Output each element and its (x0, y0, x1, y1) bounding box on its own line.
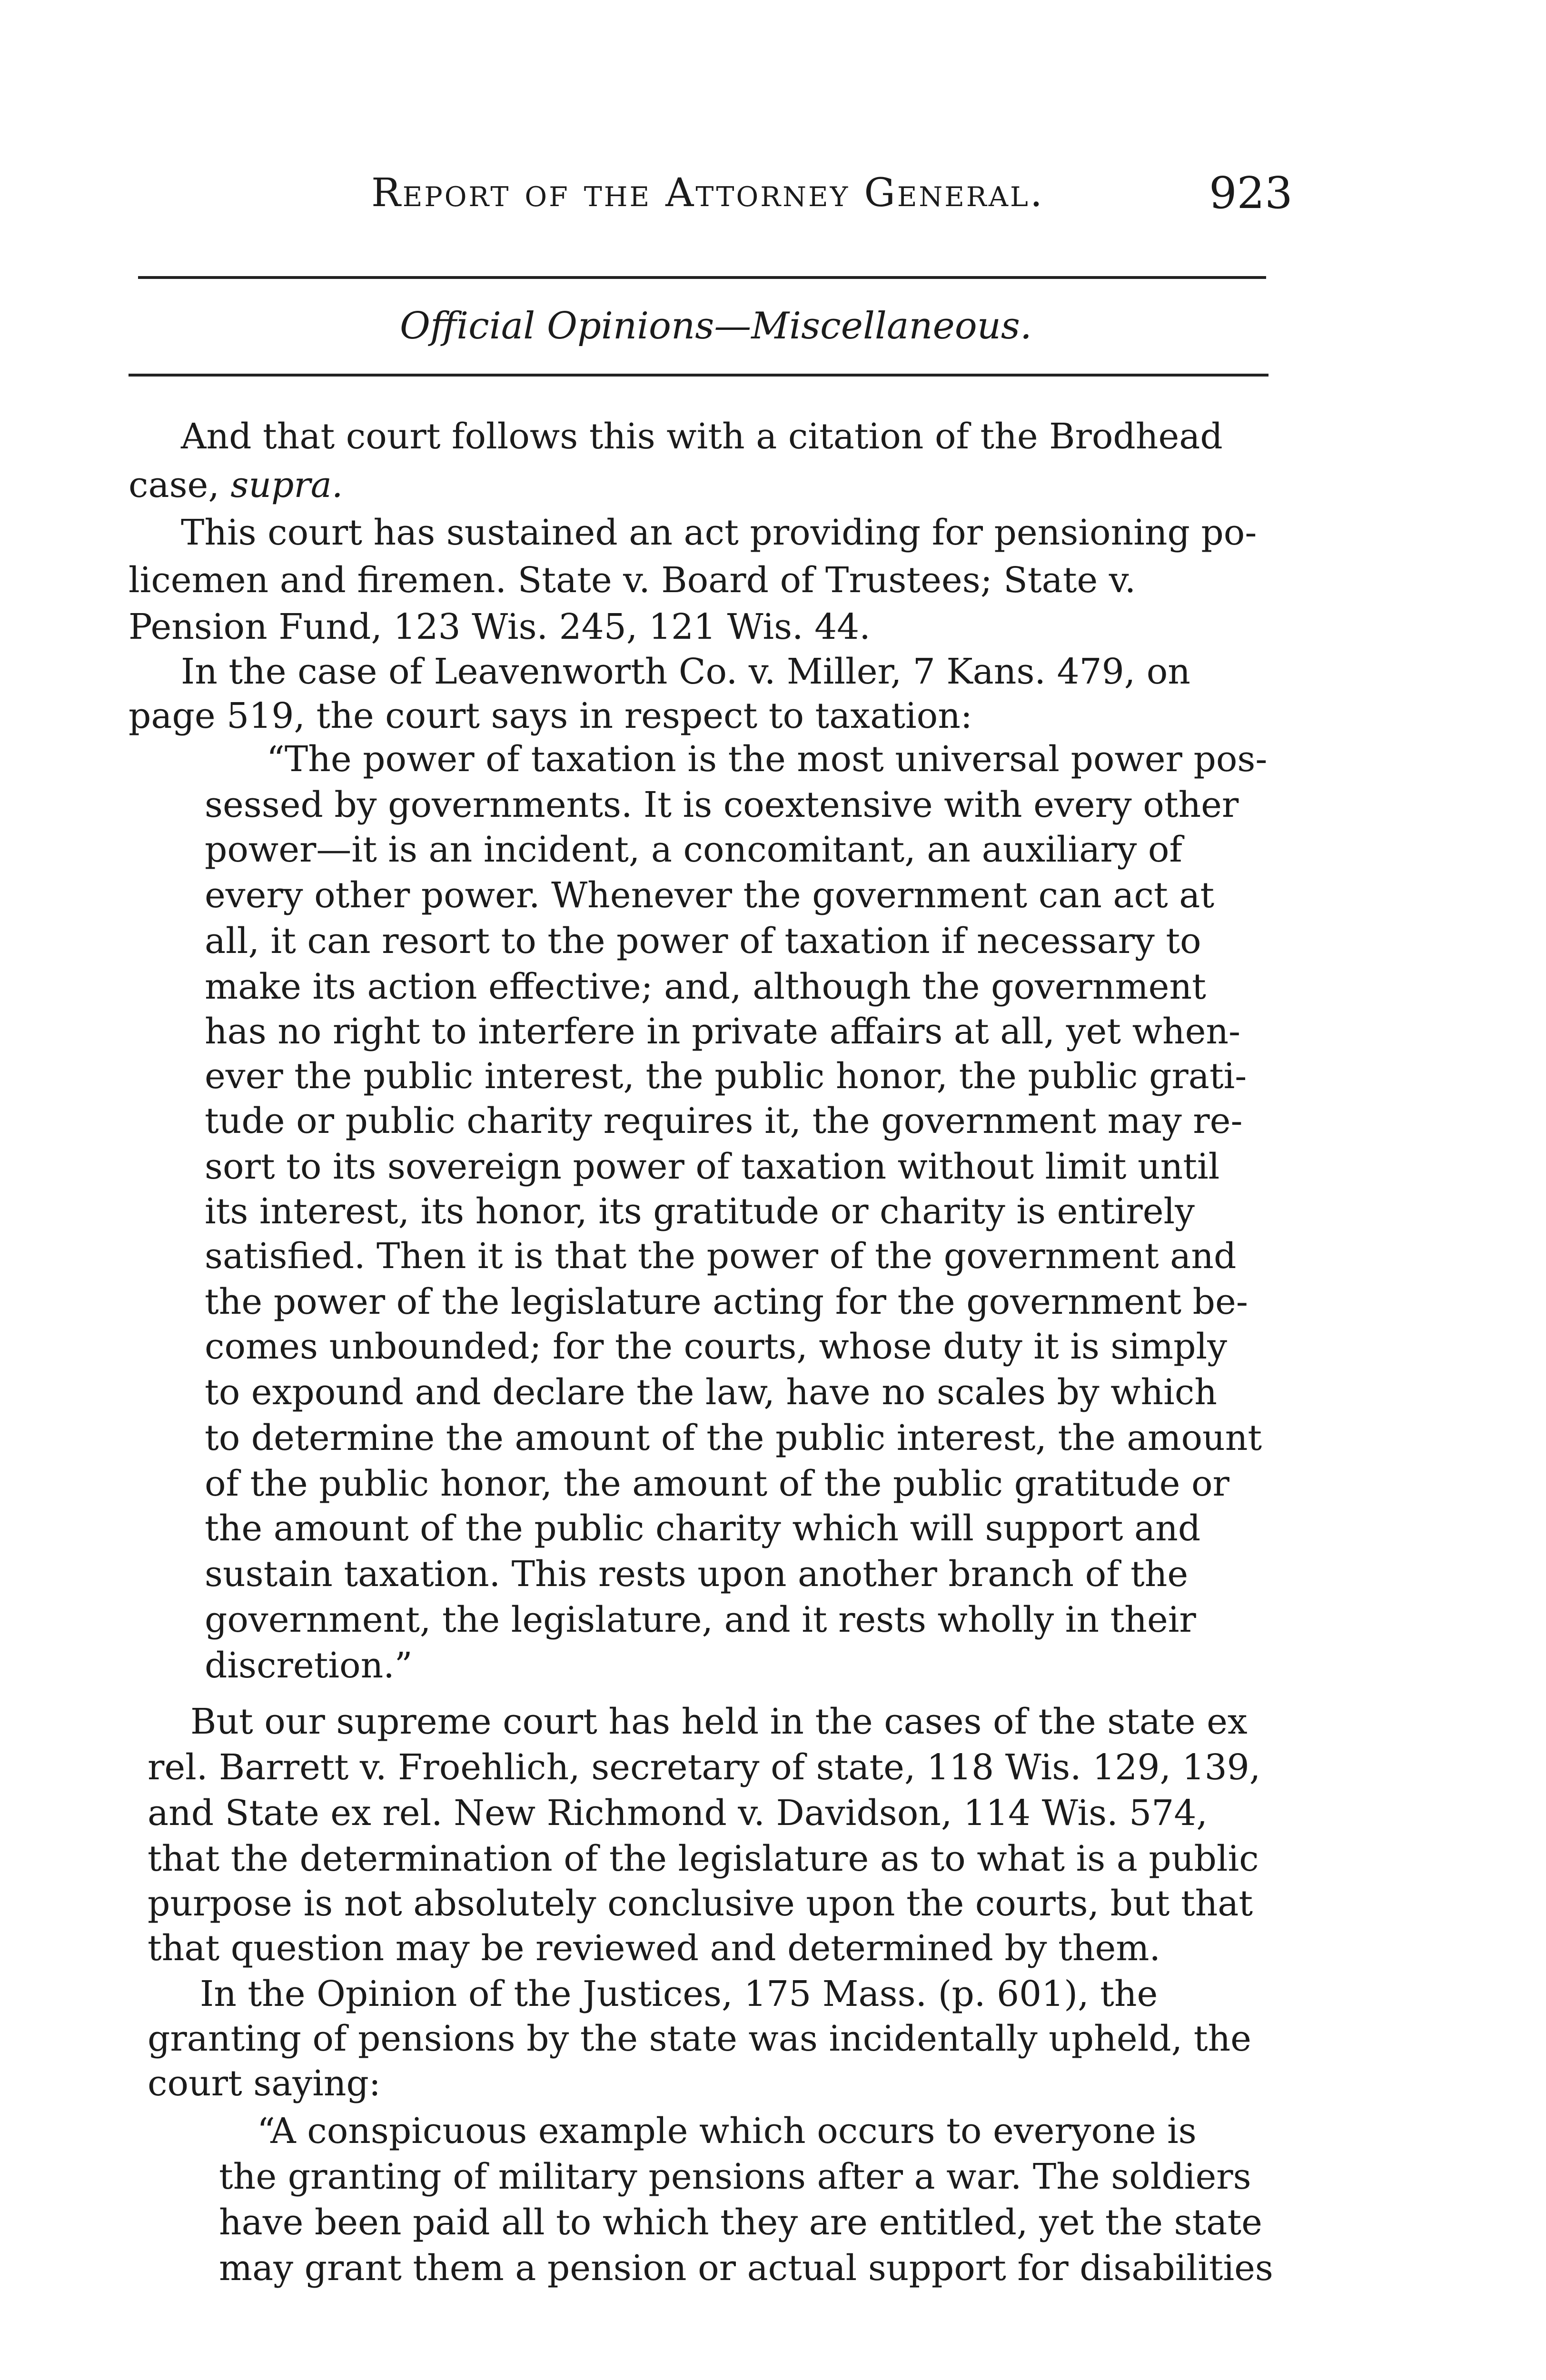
text-line: page 519, the court says in respect to taxation: (129, 695, 972, 736)
text-line: that question may be reviewed and determined by them. (148, 1928, 1160, 1969)
text-line: In the case of Leavenworth Co. v. Miller, 7 Kans. 479, on (181, 651, 1190, 692)
quote-line: its interest, its honor, its gratitude or charity is entirely (205, 1191, 1195, 1232)
quote-line: the granting of military pensions after a war. The soldiers (219, 2156, 1251, 2197)
text-line: granting of pensions by the state was incidentally upheld, the (148, 2018, 1251, 2059)
text-line: purpose is not absolutely conclusive upon the courts, but that (148, 1883, 1253, 1924)
header-title: Report of the Attorney General. (371, 170, 1044, 216)
text-segment: case, (129, 465, 231, 506)
quote-line: may grant them a pension or actual support for disabilities (219, 2248, 1273, 2289)
quote-line: ever the public interest, the public honor, the public grati- (205, 1056, 1247, 1097)
quote-line: the power of the legislature acting for the government be- (205, 1281, 1248, 1322)
quote-line: the amount of the public charity which will support and (205, 1508, 1201, 1549)
quote-line: every other power. Whenever the government can act at (205, 875, 1215, 916)
text-line: court saying: (148, 2063, 381, 2104)
text-line: licemen and firemen. State v. Board of Trustees; State v. (129, 560, 1136, 601)
quote-line: sort to its sovereign power of taxation without limit until (205, 1146, 1220, 1187)
quote-line: “The power of taxation is the most universal power pos- (267, 739, 1268, 780)
quote-line: tude or public charity requires it, the government may re- (205, 1101, 1243, 1141)
page-number: 923 (1209, 168, 1293, 218)
text-line: Pension Fund, 123 Wis. 245, 121 Wis. 44. (129, 606, 871, 647)
running-header (371, 170, 1076, 216)
quote-line: to determine the amount of the public interest, the amount (205, 1418, 1262, 1458)
text-line: In the Opinion of the Justices, 175 Mass. (p. 601), the (200, 1973, 1158, 2014)
quote-line: government, the legislature, and it rests wholly in their (205, 1599, 1196, 1640)
quote-line: have been paid all to which they are entitled, yet the state (219, 2202, 1262, 2243)
quote-line: discretion.” (205, 1645, 413, 1686)
quote-line: to expound and declare the law, have no scales by which (205, 1372, 1217, 1413)
quote-line: make its action effective; and, although the government (205, 966, 1206, 1007)
text-line: This court has sustained an act providing for pensioning po- (181, 512, 1257, 553)
text-line (129, 465, 343, 506)
italic-term: supra. (230, 465, 343, 506)
text-line: rel. Barrett v. Froehlich, secretary of state, 118 Wis. 129, 139, (148, 1747, 1261, 1788)
quote-line: of the public honor, the amount of the public gratitude or (205, 1463, 1229, 1504)
quote-line: power—it is an incident, a concomitant, an auxiliary of (205, 829, 1182, 870)
text-line: that the determination of the legislature as to what is a public (148, 1838, 1259, 1879)
section-subheading: Official Opinions—Miscellaneous. (400, 305, 1032, 347)
quote-line: sessed by governments. It is coextensive with every other (205, 784, 1239, 825)
header-rule-bottom (129, 374, 1269, 377)
quote-line: has no right to interfere in private affairs at all, yet when- (205, 1011, 1241, 1052)
text-line: And that court follows this with a citation of the Brodhead (181, 416, 1223, 457)
quote-line: sustain taxation. This rests upon another branch of the (205, 1554, 1189, 1595)
header-rule-top (138, 276, 1266, 279)
quote-line: “A conspicuous example which occurs to everyone is (257, 2111, 1197, 2152)
quote-line: satisfied. Then it is that the power of the government and (205, 1236, 1237, 1277)
quote-line: comes unbounded; for the courts, whose duty it is simply (205, 1326, 1228, 1367)
text-line: But our supreme court has held in the cases of the state ex (190, 1701, 1248, 1742)
quote-line: all, it can resort to the power of taxation if necessary to (205, 921, 1201, 962)
text-line: and State ex rel. New Richmond v. Davidson, 114 Wis. 574, (148, 1793, 1208, 1834)
